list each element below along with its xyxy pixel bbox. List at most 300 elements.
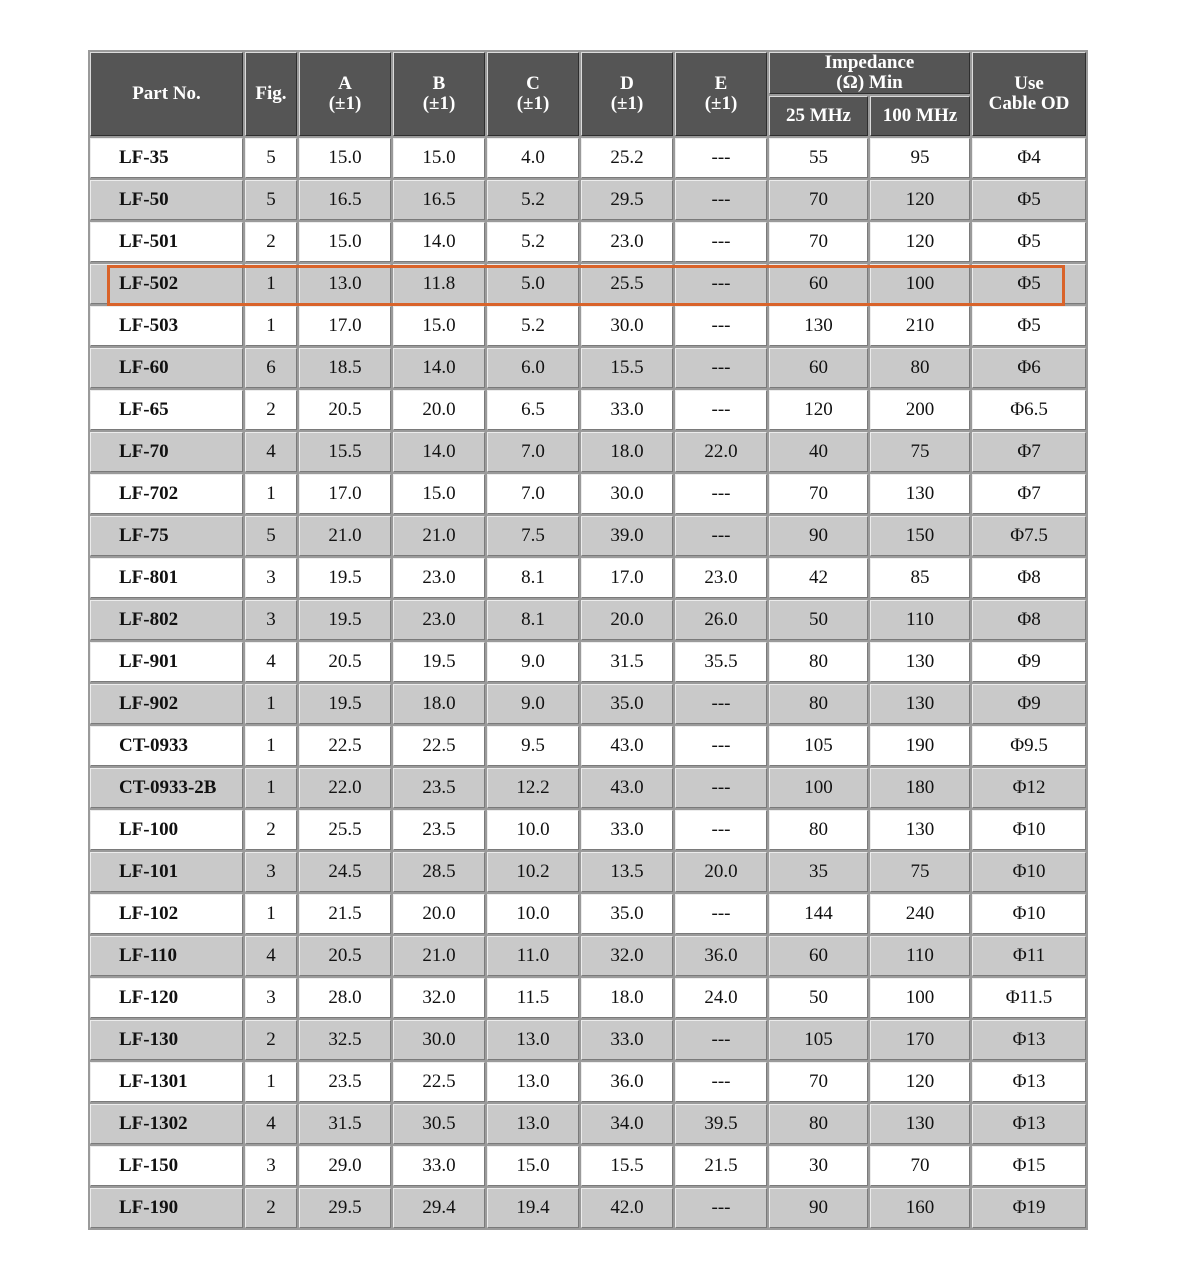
e-cell: 39.5	[675, 1104, 767, 1144]
b-cell: 18.0	[393, 684, 485, 724]
e-cell: ---	[675, 180, 767, 220]
impedance-25mhz-cell: 70	[769, 1062, 868, 1102]
header-100mhz	[870, 96, 970, 136]
impedance-25mhz-cell: 105	[769, 726, 868, 766]
d-cell: 25.5	[581, 264, 673, 304]
e-cell: ---	[675, 348, 767, 388]
header-e-tolerance: (±1)	[704, 93, 738, 114]
fig-cell: 2	[245, 390, 297, 430]
fig-cell: 5	[245, 516, 297, 556]
fig-cell: 3	[245, 600, 297, 640]
cable-od-cell: Φ8	[972, 558, 1086, 598]
header-impedance	[769, 52, 970, 94]
part-no-cell: LF-130	[90, 1020, 243, 1060]
part-no-cell: LF-110	[90, 936, 243, 976]
a-cell: 32.5	[299, 1020, 391, 1060]
cable-od-cell: Φ4	[972, 138, 1086, 178]
c-cell: 9.5	[487, 726, 579, 766]
e-cell: ---	[675, 264, 767, 304]
impedance-100mhz-cell: 110	[870, 600, 970, 640]
a-cell: 21.5	[299, 894, 391, 934]
spec-table-container	[88, 50, 1088, 1230]
e-cell: 35.5	[675, 642, 767, 682]
b-cell: 15.0	[393, 474, 485, 514]
table-row	[90, 138, 1086, 178]
impedance-100mhz-cell: 130	[870, 642, 970, 682]
a-cell: 23.5	[299, 1062, 391, 1102]
impedance-25mhz-cell: 35	[769, 852, 868, 892]
part-no-cell: LF-50	[90, 180, 243, 220]
cable-od-cell: Φ19	[972, 1188, 1086, 1228]
e-cell: ---	[675, 894, 767, 934]
impedance-100mhz-cell: 100	[870, 264, 970, 304]
impedance-25mhz-cell: 80	[769, 1104, 868, 1144]
c-cell: 8.1	[487, 558, 579, 598]
impedance-100mhz-cell: 95	[870, 138, 970, 178]
header-e	[675, 52, 767, 136]
e-cell: ---	[675, 516, 767, 556]
cable-od-cell: Φ13	[972, 1104, 1086, 1144]
table-row	[90, 306, 1086, 346]
impedance-100mhz-cell: 85	[870, 558, 970, 598]
part-no-cell: LF-1301	[90, 1062, 243, 1102]
e-cell: ---	[675, 1062, 767, 1102]
a-cell: 15.5	[299, 432, 391, 472]
table-row	[90, 978, 1086, 1018]
part-no-cell: LF-75	[90, 516, 243, 556]
d-cell: 35.0	[581, 684, 673, 724]
header-part-no-label: Part No.	[132, 83, 201, 104]
part-no-cell: LF-702	[90, 474, 243, 514]
e-cell: ---	[675, 390, 767, 430]
d-cell: 39.0	[581, 516, 673, 556]
e-cell: ---	[675, 1020, 767, 1060]
part-no-cell: LF-190	[90, 1188, 243, 1228]
a-cell: 18.5	[299, 348, 391, 388]
impedance-25mhz-cell: 50	[769, 978, 868, 1018]
impedance-25mhz-cell: 100	[769, 768, 868, 808]
e-cell: ---	[675, 768, 767, 808]
header-c	[487, 52, 579, 136]
e-cell: 24.0	[675, 978, 767, 1018]
part-no-cell: LF-102	[90, 894, 243, 934]
table-row	[90, 432, 1086, 472]
b-cell: 16.5	[393, 180, 485, 220]
b-cell: 30.0	[393, 1020, 485, 1060]
d-cell: 17.0	[581, 558, 673, 598]
impedance-25mhz-cell: 80	[769, 810, 868, 850]
part-no-cell: LF-35	[90, 138, 243, 178]
b-cell: 14.0	[393, 432, 485, 472]
table-row	[90, 1062, 1086, 1102]
d-cell: 35.0	[581, 894, 673, 934]
cable-od-cell: Φ15	[972, 1146, 1086, 1186]
a-cell: 21.0	[299, 516, 391, 556]
part-no-cell: LF-60	[90, 348, 243, 388]
impedance-25mhz-cell: 70	[769, 180, 868, 220]
a-cell: 19.5	[299, 600, 391, 640]
d-cell: 23.0	[581, 222, 673, 262]
fig-cell: 3	[245, 1146, 297, 1186]
c-cell: 15.0	[487, 1146, 579, 1186]
c-cell: 10.0	[487, 894, 579, 934]
a-cell: 28.0	[299, 978, 391, 1018]
a-cell: 20.5	[299, 936, 391, 976]
fig-cell: 2	[245, 1020, 297, 1060]
c-cell: 19.4	[487, 1188, 579, 1228]
spec-table	[88, 50, 1088, 1230]
d-cell: 15.5	[581, 1146, 673, 1186]
impedance-100mhz-cell: 130	[870, 474, 970, 514]
c-cell: 13.0	[487, 1020, 579, 1060]
c-cell: 6.5	[487, 390, 579, 430]
cable-od-cell: Φ10	[972, 810, 1086, 850]
fig-cell: 4	[245, 936, 297, 976]
impedance-100mhz-cell: 180	[870, 768, 970, 808]
a-cell: 29.5	[299, 1188, 391, 1228]
part-no-cell: LF-802	[90, 600, 243, 640]
impedance-25mhz-cell: 70	[769, 474, 868, 514]
header-a-tolerance: (±1)	[328, 93, 362, 114]
a-cell: 16.5	[299, 180, 391, 220]
a-cell: 22.5	[299, 726, 391, 766]
c-cell: 5.2	[487, 222, 579, 262]
b-cell: 20.0	[393, 894, 485, 934]
impedance-25mhz-cell: 105	[769, 1020, 868, 1060]
e-cell: 26.0	[675, 600, 767, 640]
cable-od-cell: Φ5	[972, 222, 1086, 262]
part-no-cell: LF-501	[90, 222, 243, 262]
impedance-25mhz-cell: 40	[769, 432, 868, 472]
a-cell: 22.0	[299, 768, 391, 808]
fig-cell: 1	[245, 474, 297, 514]
d-cell: 18.0	[581, 978, 673, 1018]
d-cell: 33.0	[581, 390, 673, 430]
cable-od-cell: Φ10	[972, 894, 1086, 934]
part-no-cell: LF-100	[90, 810, 243, 850]
d-cell: 34.0	[581, 1104, 673, 1144]
fig-cell: 3	[245, 978, 297, 1018]
impedance-100mhz-cell: 120	[870, 222, 970, 262]
impedance-100mhz-cell: 130	[870, 810, 970, 850]
e-cell: 20.0	[675, 852, 767, 892]
part-no-cell: CT-0933	[90, 726, 243, 766]
e-cell: 23.0	[675, 558, 767, 598]
table-row	[90, 726, 1086, 766]
d-cell: 30.0	[581, 306, 673, 346]
part-no-cell: LF-901	[90, 642, 243, 682]
cable-od-cell: Φ7	[972, 432, 1086, 472]
d-cell: 13.5	[581, 852, 673, 892]
a-cell: 20.5	[299, 390, 391, 430]
c-cell: 4.0	[487, 138, 579, 178]
b-cell: 19.5	[393, 642, 485, 682]
cable-od-cell: Φ6.5	[972, 390, 1086, 430]
cable-od-cell: Φ9	[972, 684, 1086, 724]
impedance-25mhz-cell: 55	[769, 138, 868, 178]
cable-od-cell: Φ13	[972, 1062, 1086, 1102]
e-cell: ---	[675, 1188, 767, 1228]
cable-od-cell: Φ5	[972, 180, 1086, 220]
table-row	[90, 894, 1086, 934]
table-body	[90, 138, 1086, 1228]
impedance-100mhz-cell: 210	[870, 306, 970, 346]
cable-od-cell: Φ11.5	[972, 978, 1086, 1018]
impedance-25mhz-cell: 80	[769, 642, 868, 682]
impedance-25mhz-cell: 50	[769, 600, 868, 640]
d-cell: 36.0	[581, 1062, 673, 1102]
impedance-25mhz-cell: 90	[769, 1188, 868, 1228]
fig-cell: 4	[245, 1104, 297, 1144]
a-cell: 17.0	[299, 474, 391, 514]
c-cell: 5.2	[487, 306, 579, 346]
e-cell: 21.5	[675, 1146, 767, 1186]
a-cell: 17.0	[299, 306, 391, 346]
impedance-100mhz-cell: 110	[870, 936, 970, 976]
header-use-line1: Use	[1014, 73, 1044, 94]
header-use-line2: Cable OD	[988, 93, 1070, 114]
b-cell: 14.0	[393, 222, 485, 262]
header-a	[299, 52, 391, 136]
impedance-100mhz-cell: 75	[870, 852, 970, 892]
fig-cell: 2	[245, 1188, 297, 1228]
table-row	[90, 1104, 1086, 1144]
c-cell: 5.2	[487, 180, 579, 220]
b-cell: 23.0	[393, 558, 485, 598]
e-cell: ---	[675, 306, 767, 346]
header-d	[581, 52, 673, 136]
b-cell: 33.0	[393, 1146, 485, 1186]
b-cell: 14.0	[393, 348, 485, 388]
part-no-cell: LF-1302	[90, 1104, 243, 1144]
d-cell: 20.0	[581, 600, 673, 640]
fig-cell: 4	[245, 642, 297, 682]
table-row	[90, 558, 1086, 598]
a-cell: 19.5	[299, 558, 391, 598]
fig-cell: 1	[245, 306, 297, 346]
impedance-25mhz-cell: 80	[769, 684, 868, 724]
fig-cell: 3	[245, 558, 297, 598]
impedance-25mhz-cell: 60	[769, 348, 868, 388]
d-cell: 31.5	[581, 642, 673, 682]
e-cell: ---	[675, 222, 767, 262]
part-no-cell: LF-150	[90, 1146, 243, 1186]
e-cell: ---	[675, 726, 767, 766]
fig-cell: 1	[245, 894, 297, 934]
a-cell: 31.5	[299, 1104, 391, 1144]
header-fig	[245, 52, 297, 136]
b-cell: 11.8	[393, 264, 485, 304]
a-cell: 19.5	[299, 684, 391, 724]
c-cell: 6.0	[487, 348, 579, 388]
fig-cell: 2	[245, 222, 297, 262]
cable-od-cell: Φ7	[972, 474, 1086, 514]
b-cell: 23.0	[393, 600, 485, 640]
b-cell: 15.0	[393, 306, 485, 346]
a-cell: 13.0	[299, 264, 391, 304]
d-cell: 32.0	[581, 936, 673, 976]
fig-cell: 1	[245, 684, 297, 724]
table-row	[90, 642, 1086, 682]
e-cell: ---	[675, 684, 767, 724]
header-b-label: B	[432, 73, 446, 94]
a-cell: 24.5	[299, 852, 391, 892]
b-cell: 30.5	[393, 1104, 485, 1144]
fig-cell: 1	[245, 264, 297, 304]
d-cell: 18.0	[581, 432, 673, 472]
a-cell: 20.5	[299, 642, 391, 682]
table-row	[90, 348, 1086, 388]
b-cell: 21.0	[393, 516, 485, 556]
c-cell: 5.0	[487, 264, 579, 304]
impedance-100mhz-cell: 150	[870, 516, 970, 556]
b-cell: 20.0	[393, 390, 485, 430]
part-no-cell: LF-101	[90, 852, 243, 892]
header-25mhz-label: 25 MHz	[786, 105, 851, 126]
table-header	[90, 52, 1086, 136]
c-cell: 11.0	[487, 936, 579, 976]
impedance-100mhz-cell: 120	[870, 180, 970, 220]
e-cell: ---	[675, 474, 767, 514]
table-row	[90, 1146, 1086, 1186]
d-cell: 15.5	[581, 348, 673, 388]
e-cell: ---	[675, 810, 767, 850]
c-cell: 12.2	[487, 768, 579, 808]
impedance-100mhz-cell: 120	[870, 1062, 970, 1102]
b-cell: 23.5	[393, 768, 485, 808]
impedance-100mhz-cell: 130	[870, 1104, 970, 1144]
c-cell: 11.5	[487, 978, 579, 1018]
impedance-25mhz-cell: 120	[769, 390, 868, 430]
header-25mhz	[769, 96, 868, 136]
fig-cell: 2	[245, 810, 297, 850]
b-cell: 28.5	[393, 852, 485, 892]
impedance-100mhz-cell: 190	[870, 726, 970, 766]
c-cell: 10.2	[487, 852, 579, 892]
table-row	[90, 180, 1086, 220]
table-row	[90, 936, 1086, 976]
fig-cell: 4	[245, 432, 297, 472]
cable-od-cell: Φ7.5	[972, 516, 1086, 556]
cable-od-cell: Φ9.5	[972, 726, 1086, 766]
e-cell: 36.0	[675, 936, 767, 976]
fig-cell: 1	[245, 768, 297, 808]
b-cell: 23.5	[393, 810, 485, 850]
impedance-25mhz-cell: 60	[769, 264, 868, 304]
header-b-tolerance: (±1)	[422, 93, 456, 114]
d-cell: 30.0	[581, 474, 673, 514]
d-cell: 29.5	[581, 180, 673, 220]
table-row	[90, 852, 1086, 892]
c-cell: 10.0	[487, 810, 579, 850]
table-row	[90, 684, 1086, 724]
table-row	[90, 222, 1086, 262]
e-cell: 22.0	[675, 432, 767, 472]
cable-od-cell: Φ13	[972, 1020, 1086, 1060]
d-cell: 42.0	[581, 1188, 673, 1228]
table-row	[90, 516, 1086, 556]
fig-cell: 1	[245, 726, 297, 766]
impedance-100mhz-cell: 130	[870, 684, 970, 724]
b-cell: 22.5	[393, 1062, 485, 1102]
part-no-cell: LF-70	[90, 432, 243, 472]
impedance-25mhz-cell: 70	[769, 222, 868, 262]
table-row	[90, 810, 1086, 850]
header-e-label: E	[714, 73, 728, 94]
impedance-25mhz-cell: 30	[769, 1146, 868, 1186]
fig-cell: 6	[245, 348, 297, 388]
fig-cell: 5	[245, 180, 297, 220]
impedance-100mhz-cell: 80	[870, 348, 970, 388]
a-cell: 15.0	[299, 138, 391, 178]
part-no-cell: LF-65	[90, 390, 243, 430]
d-cell: 33.0	[581, 810, 673, 850]
fig-cell: 5	[245, 138, 297, 178]
header-part-no	[90, 52, 243, 136]
impedance-100mhz-cell: 200	[870, 390, 970, 430]
header-d-label: D	[620, 73, 634, 94]
impedance-100mhz-cell: 240	[870, 894, 970, 934]
header-100mhz-label: 100 MHz	[882, 105, 958, 126]
d-cell: 25.2	[581, 138, 673, 178]
b-cell: 15.0	[393, 138, 485, 178]
impedance-25mhz-cell: 144	[769, 894, 868, 934]
header-impedance-line2: (Ω) Min	[836, 72, 903, 93]
b-cell: 22.5	[393, 726, 485, 766]
table-row	[90, 474, 1086, 514]
c-cell: 9.0	[487, 642, 579, 682]
part-no-cell: CT-0933-2B	[90, 768, 243, 808]
header-a-label: A	[338, 73, 352, 94]
header-c-label: C	[526, 73, 540, 94]
b-cell: 21.0	[393, 936, 485, 976]
part-no-cell: LF-902	[90, 684, 243, 724]
part-no-cell: LF-120	[90, 978, 243, 1018]
impedance-25mhz-cell: 42	[769, 558, 868, 598]
d-cell: 33.0	[581, 1020, 673, 1060]
c-cell: 8.1	[487, 600, 579, 640]
table-row	[90, 390, 1086, 430]
a-cell: 29.0	[299, 1146, 391, 1186]
impedance-25mhz-cell: 90	[769, 516, 868, 556]
header-use-cable-od	[972, 52, 1086, 136]
header-impedance-line1: Impedance	[824, 52, 915, 73]
table-row	[90, 1020, 1086, 1060]
cable-od-cell: Φ11	[972, 936, 1086, 976]
e-cell: ---	[675, 138, 767, 178]
table-row	[90, 600, 1086, 640]
c-cell: 13.0	[487, 1062, 579, 1102]
impedance-100mhz-cell: 70	[870, 1146, 970, 1186]
a-cell: 25.5	[299, 810, 391, 850]
table-row	[90, 1188, 1086, 1228]
cable-od-cell: Φ6	[972, 348, 1086, 388]
c-cell: 7.0	[487, 474, 579, 514]
cable-od-cell: Φ9	[972, 642, 1086, 682]
header-d-tolerance: (±1)	[610, 93, 644, 114]
impedance-25mhz-cell: 130	[769, 306, 868, 346]
fig-cell: 1	[245, 1062, 297, 1102]
a-cell: 15.0	[299, 222, 391, 262]
c-cell: 7.5	[487, 516, 579, 556]
d-cell: 43.0	[581, 726, 673, 766]
cable-od-cell: Φ5	[972, 264, 1086, 304]
b-cell: 32.0	[393, 978, 485, 1018]
table-row	[90, 768, 1086, 808]
c-cell: 9.0	[487, 684, 579, 724]
d-cell: 43.0	[581, 768, 673, 808]
impedance-100mhz-cell: 75	[870, 432, 970, 472]
